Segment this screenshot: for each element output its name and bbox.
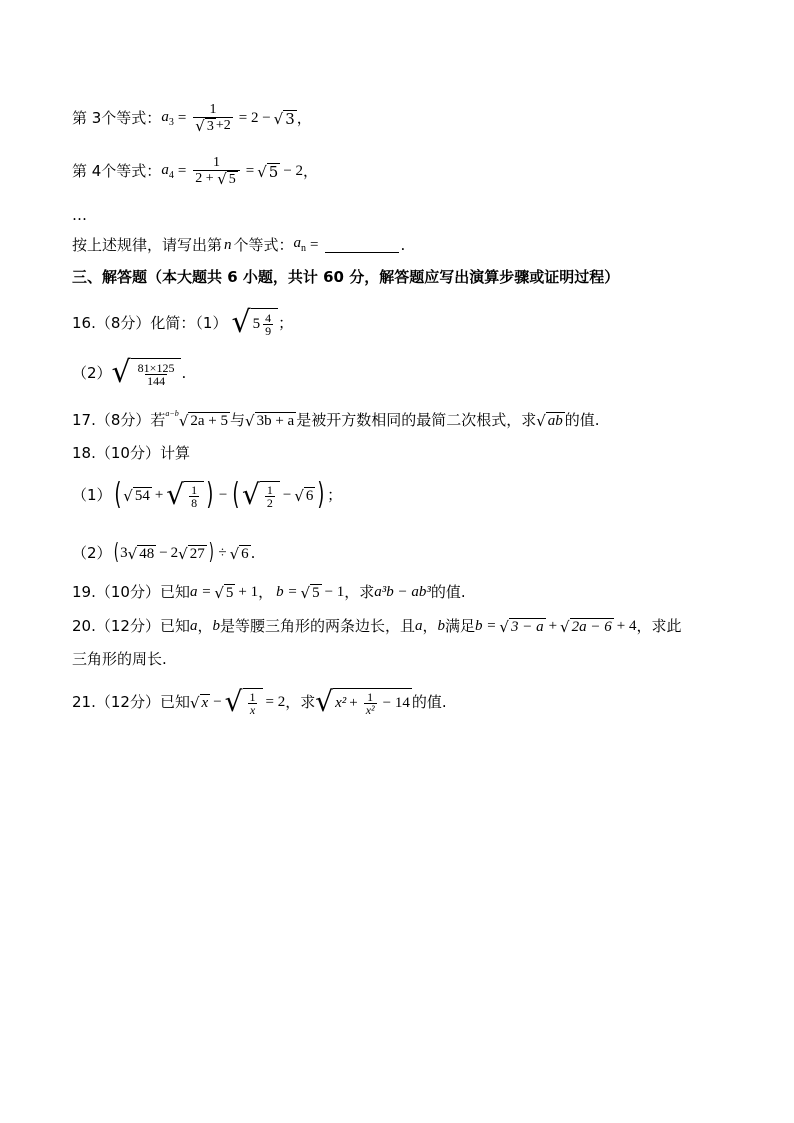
eq3-label: 第 3个等式： — [72, 109, 162, 127]
equation-3 — [72, 103, 312, 134]
q20-head: 20.（12分）已知 — [72, 617, 190, 635]
eq3-rhs: = 2 − — [238, 110, 271, 126]
question-16-part-1 — [72, 305, 294, 340]
q20-line-2: 三角形的周长. — [72, 650, 167, 668]
equation-4: 第 4个等式： $a_4$ = 1 2 + √ 5 = √ 5 − 2 ， — [72, 155, 319, 188]
question-16-part-2 — [72, 355, 187, 390]
q16-p2-end: . — [181, 363, 187, 382]
eq4-rhs-radical: √ 5 — [257, 163, 279, 181]
eq3-fraction: 1 √ 3 +2 — [195, 102, 231, 135]
rule-n: n — [224, 236, 232, 253]
section-heading-text: 三、解答题（本大题共 6 小题，共计 60 分，解答题应写出演算步骤或证明过程） — [72, 268, 620, 286]
q18-p2-end: . — [250, 543, 256, 562]
eq3-rhs-radical: √ 3 — [273, 110, 295, 128]
q18-head: 18.（10分）计算 — [72, 444, 190, 462]
q17-radical-1: √ 2a + 5 — [178, 412, 228, 430]
question-18-part-1: （1） ( √ 54 + √ $\frac{1}{8}$ ) − ( √ $\frac{1}{2}$ − √ 6 ) ； — [72, 477, 343, 512]
ellipsis — [72, 208, 87, 223]
q17-head: 17.（8分）若 — [72, 411, 166, 429]
q21-head: 21.（12分）已知 — [72, 692, 190, 711]
rule-text-a: 按上述规律，请写出第 — [72, 235, 223, 254]
q17-end: 的值. — [564, 411, 600, 429]
q19-head: 19.（10分）已知 — [72, 583, 190, 601]
q16-head: 16.（8分）化简：（1） — [72, 313, 228, 332]
q17-mid: 与 — [230, 411, 246, 429]
q18-p1-label: （1） — [72, 485, 112, 504]
section-heading — [72, 270, 619, 285]
eq4-lhs: $a_4$ — [161, 161, 174, 181]
eq4-rhs-tail: − 2 — [283, 163, 304, 179]
question-20-line-2 — [72, 652, 167, 667]
eq3-end: ， — [296, 109, 312, 127]
ellipsis-text: … — [72, 206, 87, 224]
question-18-head — [72, 446, 190, 461]
q16-p1-end: ； — [278, 313, 294, 332]
question-17 — [72, 409, 600, 430]
q16-p2-label: （2） — [72, 363, 112, 382]
q18-p2-label: （2） — [72, 543, 112, 562]
q18-p1-end: ； — [327, 485, 343, 504]
rule-end: . — [400, 235, 406, 254]
rule-text-b: 个等式： — [233, 235, 294, 254]
question-19: 19.（10分）已知 a = √ 5 + 1 ， b = √ 5 − 1 ，求 a³b − ab³ 的值. — [72, 583, 466, 602]
question-18-part-2: （2） ( 3 √ 48 − 2 √ 27 ) ÷ √ 6 . — [72, 540, 256, 565]
q17-radical-2: √ 3b + a — [245, 412, 295, 430]
eq4-equals: = — [177, 163, 187, 179]
eq4-end: ， — [303, 162, 319, 180]
question-21: 21.（12分）已知 √ x − √ $\frac{1}{x}$ = 2 ，求 √ x² + $\frac{1}{\text{x²}}$ − 14 的值. — [72, 685, 447, 718]
rule-lhs: $a_n$ — [293, 235, 307, 254]
q16-p2-radical: √ $\frac{81\times 125}{144}$ — [112, 358, 182, 388]
q16-p1-radical: √ 5 $\frac{4}{9}$ — [231, 308, 278, 338]
rule-question — [72, 236, 405, 254]
eq3-equals: = — [177, 110, 187, 126]
q17-root-index: a−b — [165, 409, 179, 418]
question-20: 20.（12分）已知 a ， b 是等腰三角形的两条边长，且 a ， b 满足 b = √ 3 − a + √ 2a − 6 + 4 ，求此 — [72, 617, 682, 636]
rule-equals: = — [310, 236, 319, 253]
eq4-label: 第 4个等式： — [72, 162, 162, 180]
answer-blank[interactable] — [325, 238, 399, 253]
q17-radical-3: √ ab — [536, 412, 563, 430]
q17-tail: 是被开方数相同的最简二次根式，求 — [296, 411, 537, 429]
eq4-fraction: 1 2 + √ 5 — [193, 156, 239, 187]
eq3-lhs: $a_3$ — [161, 108, 174, 128]
